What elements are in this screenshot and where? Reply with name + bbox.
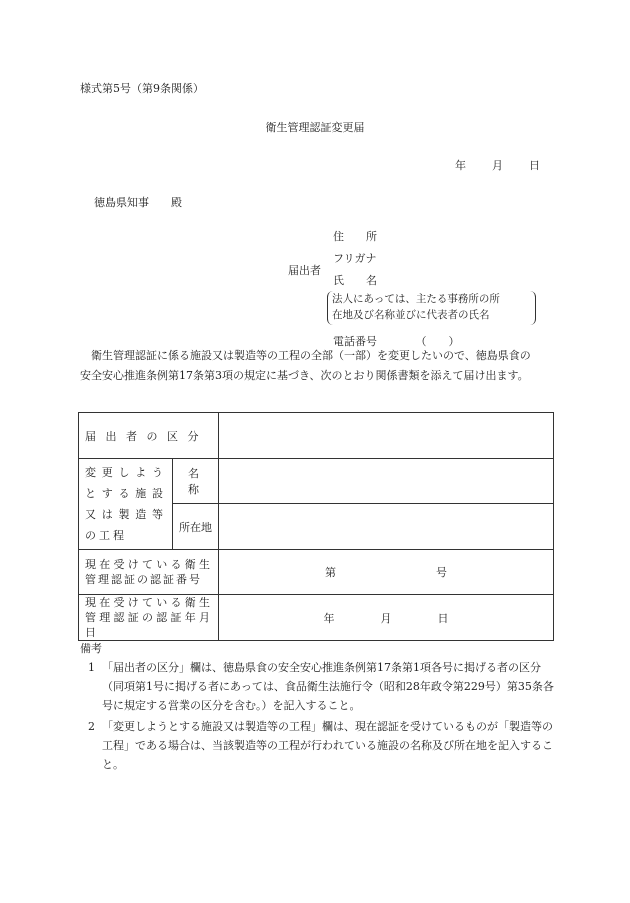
date-line bbox=[455, 157, 540, 173]
table-row bbox=[79, 413, 554, 459]
remark-item-1 bbox=[80, 658, 556, 715]
facility-location-label: 所在地 bbox=[173, 504, 219, 550]
date-day: 日 bbox=[529, 159, 540, 172]
cert-number-prefix: 第 bbox=[325, 566, 336, 579]
remark-text-2: 「変更しようとする施設又は製造等の工程」欄は、現在認証を受けているものが「製造等の工程」である場合は、当該製造等の工程が行われている施設の名称及び所在地を記入すること。 bbox=[102, 720, 553, 771]
corporation-note bbox=[327, 291, 536, 325]
cert-number-value[interactable] bbox=[219, 550, 554, 595]
remark-item-2 bbox=[80, 717, 556, 774]
corporation-note-line2: 在地及び名称並びに代表者の氏名 bbox=[332, 309, 490, 321]
cert-number-suffix: 号 bbox=[436, 566, 447, 579]
filer-name-label: 氏 名 bbox=[333, 274, 377, 287]
body-text bbox=[80, 346, 554, 386]
cert-date-year: 年 bbox=[323, 611, 335, 625]
filer-category-value[interactable] bbox=[219, 413, 554, 459]
table-row bbox=[79, 550, 554, 595]
addressee: 徳島県知事 殿 bbox=[94, 196, 182, 209]
corporation-note-line1: 法人にあっては、主たる事務所の所 bbox=[332, 293, 500, 305]
cert-number-label: 現在受けている衛生管理認証の認証番号 bbox=[79, 550, 219, 595]
facility-location-value[interactable] bbox=[219, 504, 554, 550]
cert-date-day: 日 bbox=[437, 611, 449, 625]
filer-category-label: 届 出 者 の 区 分 bbox=[79, 413, 219, 459]
body-line-2: 安全安心推進条例第17条第3項の規定に基づき、次のとおり関係書類を添えて届け出ます。 bbox=[80, 369, 529, 382]
table-row bbox=[79, 595, 554, 641]
remarks-list bbox=[80, 658, 556, 776]
document-title: 衛生管理認証変更届 bbox=[265, 121, 365, 134]
body-line-1: 衛生管理認証に係る施設又は製造等の工程の全部（一部）を変更したいので、徳島県食の bbox=[91, 349, 531, 362]
form-table bbox=[78, 412, 554, 641]
filer-furigana-label: フリガナ bbox=[333, 252, 377, 265]
facility-name-value[interactable] bbox=[219, 459, 554, 504]
cert-date-month: 月 bbox=[380, 611, 392, 625]
filer-phone-label: 電話番号 （ ） bbox=[333, 335, 460, 348]
cert-date-value[interactable] bbox=[219, 595, 554, 641]
date-month: 月 bbox=[492, 159, 503, 172]
cert-date-label: 現在受けている衛生管理認証の認証年月日 bbox=[79, 595, 219, 641]
remark-number-2: 2 bbox=[88, 720, 95, 733]
facility-name-label: 名 称 bbox=[173, 459, 219, 504]
remarks-heading: 備考 bbox=[80, 642, 102, 655]
table-row bbox=[79, 459, 554, 504]
date-year: 年 bbox=[455, 159, 466, 172]
remark-number-1: 1 bbox=[88, 661, 95, 674]
filer-label: 届出者 bbox=[288, 264, 321, 277]
facility-label: 変更しようとする施設又は製造等の工程 bbox=[79, 459, 173, 550]
form-number: 様式第5号（第9条関係） bbox=[80, 82, 204, 95]
remark-text-1: 「届出者の区分」欄は、徳島県食の安全安心推進条例第17条第1項各号に掲げる者の区分（同項第1号に掲げる者にあっては、食品衛生法施行令（昭和28年政令第229号）第35条各号に規定する営業の区分を含む。）を記入すること。 bbox=[102, 661, 554, 712]
filer-address-label: 住 所 bbox=[333, 230, 377, 243]
